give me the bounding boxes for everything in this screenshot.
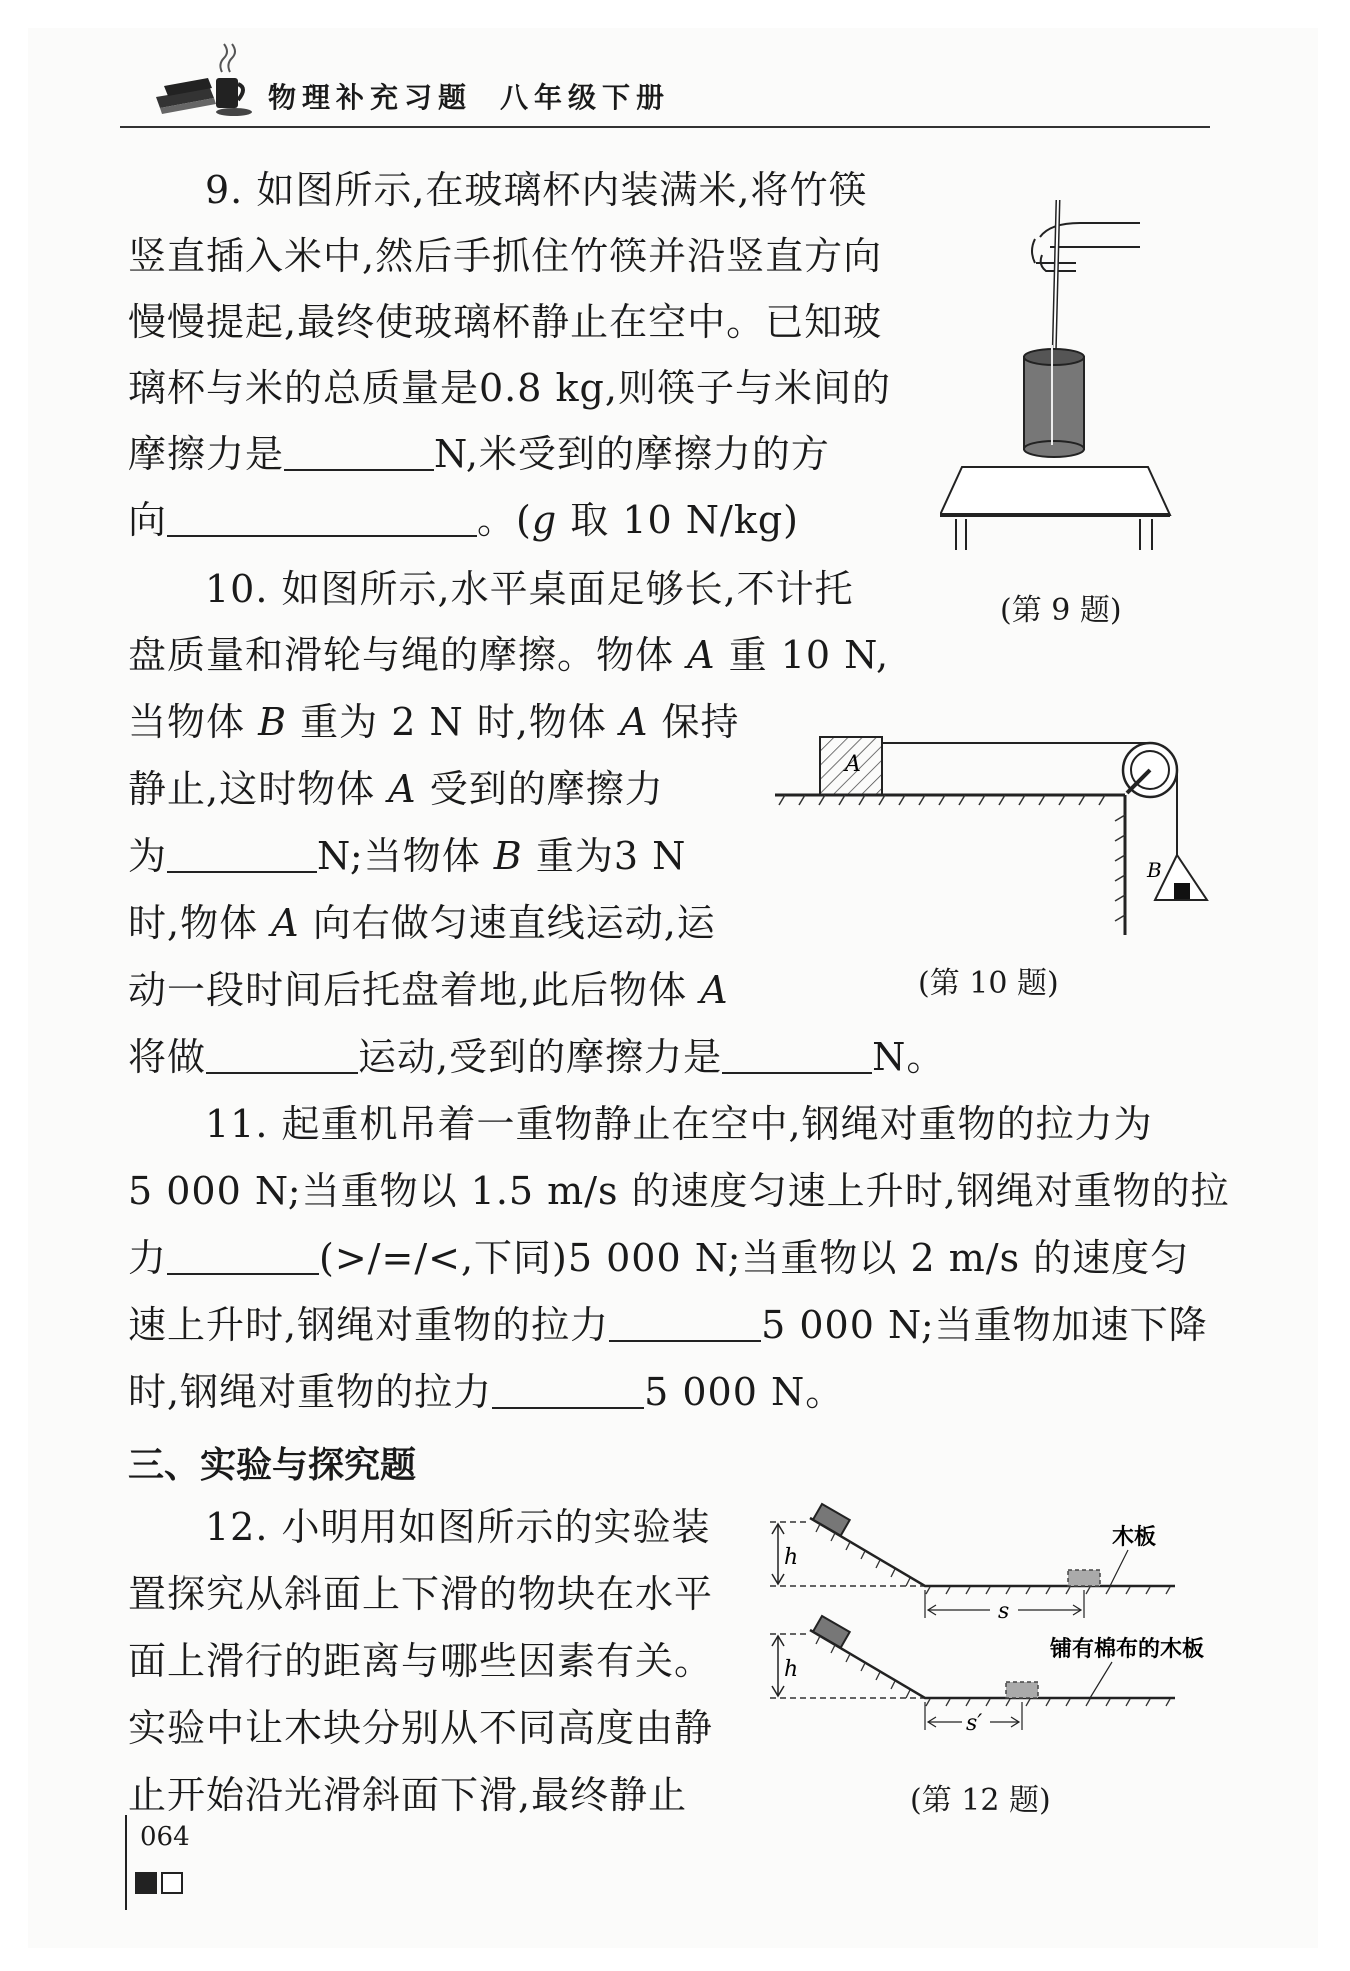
q10-text: 运动,受到的摩擦力是 [358, 1035, 723, 1079]
q10-line-8 [128, 1033, 945, 1081]
q10-text: 保持 [648, 700, 740, 744]
q9-line-1: 9. 如图所示,在玻璃杯内装满米,将竹筷 [205, 168, 868, 212]
cloth-board-label: 铺有棉布的木板 [1050, 1636, 1205, 1662]
q10-text: 重 10 N, [715, 633, 890, 677]
q10-symbol-a: A [271, 901, 300, 945]
q9-blank-direction[interactable] [167, 501, 477, 537]
q11-text: (>/=/<,下同)5 000 N;当重物以 2 m/s 的速度匀 [319, 1236, 1190, 1280]
q10-text: 重为 2 N 时,物体 [287, 700, 620, 744]
distance-s-label: s [998, 1599, 1010, 1624]
fig12-lower [770, 1616, 1204, 1736]
q9-line-6 [128, 496, 799, 544]
q11-text: 时,钢绳对重物的拉力 [128, 1370, 493, 1414]
empty-square-icon [161, 1872, 183, 1894]
q11-line-1: 11. 起重机吊着一重物静止在空中,钢绳对重物的拉力为 [205, 1102, 1153, 1146]
q11-blank-3[interactable] [492, 1373, 644, 1409]
q10-symbol-b: B [493, 834, 523, 878]
q9-text: 。( [477, 498, 532, 542]
q10-line-7 [128, 966, 729, 1014]
fig12-upper [770, 1504, 1175, 1624]
q10-symbol-a: A [619, 700, 649, 744]
height-label: h [784, 1545, 799, 1570]
q9-line-4: 璃杯与米的总质量是0.8 kg,则筷子与米间的 [128, 366, 891, 410]
footer-rule [125, 1815, 127, 1910]
q9-line-5 [128, 430, 830, 478]
q11-line-3 [128, 1234, 1189, 1282]
books-and-cup-icon [150, 42, 260, 122]
q10-text: 盘质量和滑轮与绳的摩擦。物体 [128, 633, 688, 677]
q9-g-symbol: g [531, 498, 558, 542]
q12-line-5: 止开始沿光滑斜面下滑,最终静止 [128, 1773, 688, 1817]
q10-symbol-b: B [258, 700, 288, 744]
q10-text: 重为3 N [522, 834, 687, 878]
q9-blank-friction[interactable] [284, 435, 434, 471]
q10-text: 当物体 [128, 700, 259, 744]
figure-10 [775, 725, 1215, 950]
figure-12-caption: (第 12 题) [910, 1783, 1051, 1818]
q9-line-3: 慢慢提起,最终使玻璃杯静止在空中。已知玻 [128, 300, 883, 344]
book-title: 物理补充习题 [268, 81, 473, 114]
q12-line-1: 12. 小明用如图所示的实验装 [205, 1505, 711, 1549]
q10-text: 动一段时间后托盘着地,此后物体 [128, 968, 701, 1012]
tray-b-label: B [1147, 858, 1162, 882]
page-header [120, 40, 1210, 128]
q9-line-2: 竖直插入米中,然后手抓住竹筷并沿竖直方向 [128, 234, 883, 278]
q10-blank-friction-moving[interactable] [722, 1038, 872, 1074]
q9-text: 向 [128, 498, 168, 542]
block-a-label: A [845, 752, 861, 777]
wood-board-label: 木板 [1112, 1524, 1157, 1550]
q12-line-3: 面上滑行的距离与哪些因素有关。 [128, 1639, 714, 1683]
q11-blank-1[interactable] [167, 1239, 319, 1275]
figure-10-caption: (第 10 题) [918, 966, 1059, 1001]
q11-text: 5 000 N。 [644, 1370, 845, 1414]
q11-line-4 [128, 1301, 1208, 1349]
q10-text: 受到的摩擦力 [416, 767, 664, 811]
q9-text: 摩擦力是 [128, 432, 285, 476]
height-label: h [784, 1657, 799, 1682]
figure-9-caption: (第 9 题) [1000, 593, 1122, 628]
q10-text: 将做 [128, 1035, 207, 1079]
section-heading: 三、实验与探究题 [128, 1445, 417, 1486]
q10-blank-friction-static[interactable] [167, 837, 317, 873]
header-title [268, 76, 698, 116]
q10-blank-motion-type[interactable] [206, 1038, 358, 1074]
q11-text: 5 000 N;当重物加速下降 [761, 1303, 1208, 1347]
filled-square-icon [135, 1872, 157, 1894]
q11-text: 速上升时,钢绳对重物的拉力 [128, 1303, 610, 1347]
q10-line-3 [128, 698, 739, 746]
q9-text: 取 10 N/kg) [557, 498, 799, 542]
q10-text: 向右做匀速直线运动,运 [299, 901, 716, 945]
q10-symbol-a: A [700, 968, 729, 1012]
figure-9 [940, 185, 1190, 565]
grade-label: 八年级下册 [500, 81, 671, 114]
figure-12 [750, 1490, 1250, 1790]
q10-symbol-a: A [687, 633, 716, 677]
q10-line-1: 10. 如图所示,水平桌面足够长,不计托 [205, 567, 854, 611]
q11-line-5 [128, 1368, 844, 1416]
q10-text: 为 [128, 834, 168, 878]
q10-text: 静止,这时物体 [128, 767, 389, 811]
q10-line-4 [128, 765, 664, 813]
distance-s-prime-label: s′ [966, 1711, 983, 1736]
q10-line-2 [128, 631, 889, 679]
page-number: 064 [140, 1822, 190, 1852]
q10-line-6 [128, 899, 716, 947]
q10-text: 时,物体 [128, 901, 272, 945]
q12-line-4: 实验中让木块分别从不同高度由静 [128, 1706, 714, 1750]
q12-line-2: 置探究从斜面上下滑的物块在水平 [128, 1572, 714, 1616]
q10-symbol-a: A [388, 767, 417, 811]
q10-text: N;当物体 [317, 834, 494, 878]
q11-line-2: 5 000 N;当重物以 1.5 m/s 的速度匀速上升时,钢绳对重物的拉 [128, 1169, 1230, 1213]
q9-text: N,米受到的摩擦力的方 [434, 432, 830, 476]
q10-text: N。 [872, 1035, 946, 1079]
q11-blank-2[interactable] [609, 1306, 761, 1342]
q11-text: 力 [128, 1236, 168, 1280]
q10-line-5 [128, 832, 686, 880]
